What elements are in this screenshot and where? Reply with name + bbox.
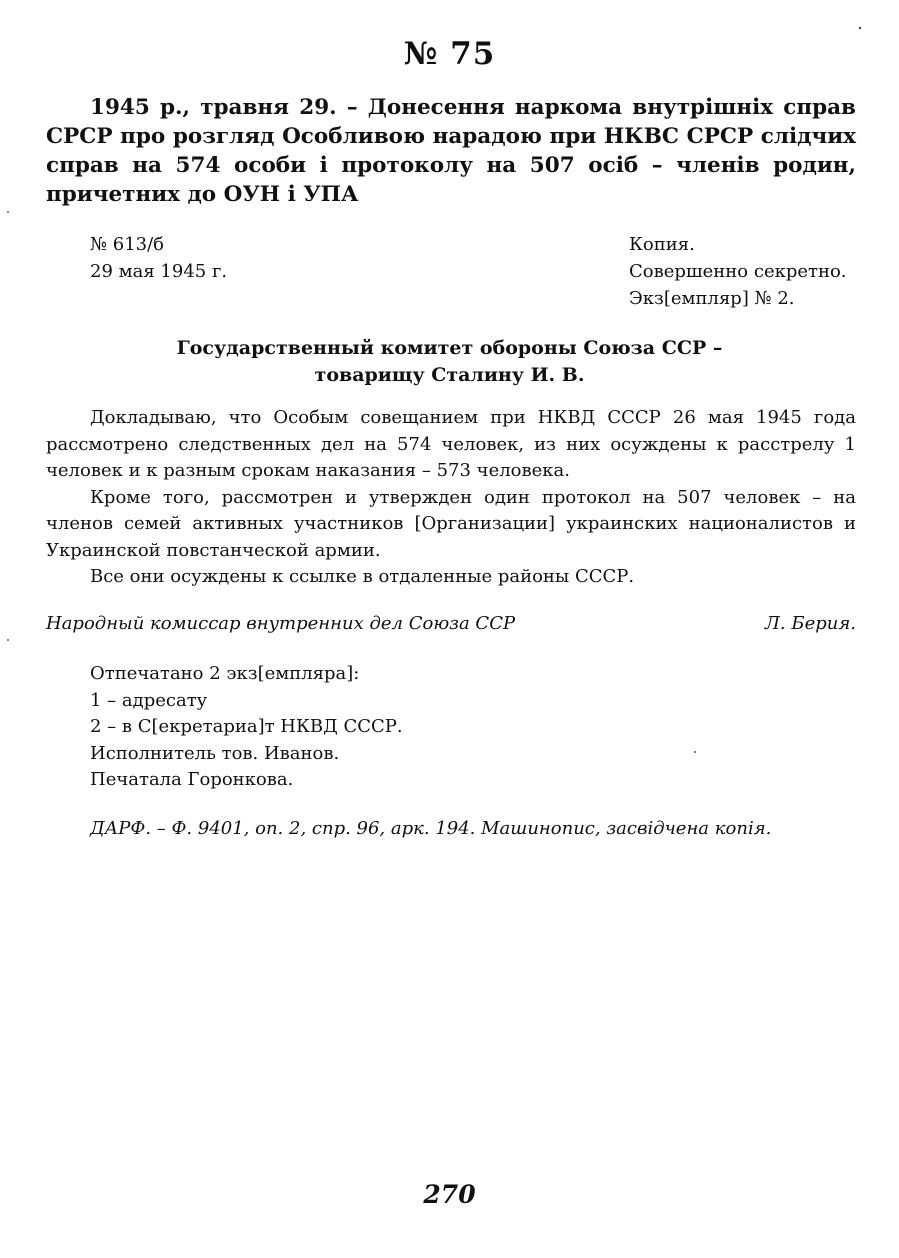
addressee-line: товарищу Сталину И. В. <box>314 364 585 386</box>
signature-name: Л. Берия. <box>764 613 856 634</box>
classification-line: Совершенно секретно. <box>629 261 847 282</box>
page-number: 270 <box>423 1180 476 1209</box>
addressee-heading <box>0 335 899 389</box>
body-paragraph: Докладываю, что Особым совещанием при НКВД СССР 26 мая 1945 года рассмотрено следственных дел на 574 человек, из них осуждены к расстрелу 1 человек и к разным срокам наказания – 573 человека. <box>46 407 856 481</box>
document-date: 29 мая 1945 г. <box>90 261 228 282</box>
body-paragraph: Все они осуждены к ссылке в отдаленные районы СССР. <box>90 566 635 587</box>
distribution-note <box>90 661 403 794</box>
scan-speck <box>6 638 10 642</box>
document-title: 1945 р., травня 29. – Донесення наркома внутрішніх справ СРСР про розгляд Особливою нарадою при НКВС СРСР слідчих справ на 574 особи і протоколу на 507 осіб – членів родин, причетних до ОУН і УПА <box>46 95 856 207</box>
addressee-line: Государственный комитет обороны Союза ССР – <box>176 337 723 359</box>
signature-title: Народный комиссар внутренних дел Союза ССР <box>46 613 516 634</box>
classification-block <box>629 231 847 312</box>
classification-line: Экз[емпляр] № 2. <box>629 288 795 309</box>
distribution-line: Печатала Горонкова. <box>90 769 294 790</box>
document-reference <box>90 231 227 285</box>
distribution-line: 2 – в С[екретариа]т НКВД СССР. <box>90 716 403 737</box>
scan-speck <box>858 26 862 30</box>
report-body <box>46 405 856 591</box>
reference-number: № 613/б <box>90 234 165 255</box>
distribution-line: Отпечатано 2 экз[емпляра]: <box>90 663 360 684</box>
distribution-line: 1 – адресату <box>90 689 208 711</box>
body-paragraph: Кроме того, рассмотрен и утвержден один протокол на 507 человек – на членов семей активных участников [Организации] украинских националистов и Украинской повстанческой армии. <box>46 486 856 561</box>
document-number: № 75 <box>403 36 496 72</box>
scan-speck <box>6 210 10 214</box>
distribution-line: Исполнитель тов. Иванов. <box>90 742 340 764</box>
classification-line: Копия. <box>629 234 695 255</box>
scan-speck <box>693 750 697 754</box>
archival-source: ДАРФ. – Ф. 9401, оп. 2, спр. 96, арк. 194. Машинопис, засвідчена копія. <box>90 818 772 839</box>
